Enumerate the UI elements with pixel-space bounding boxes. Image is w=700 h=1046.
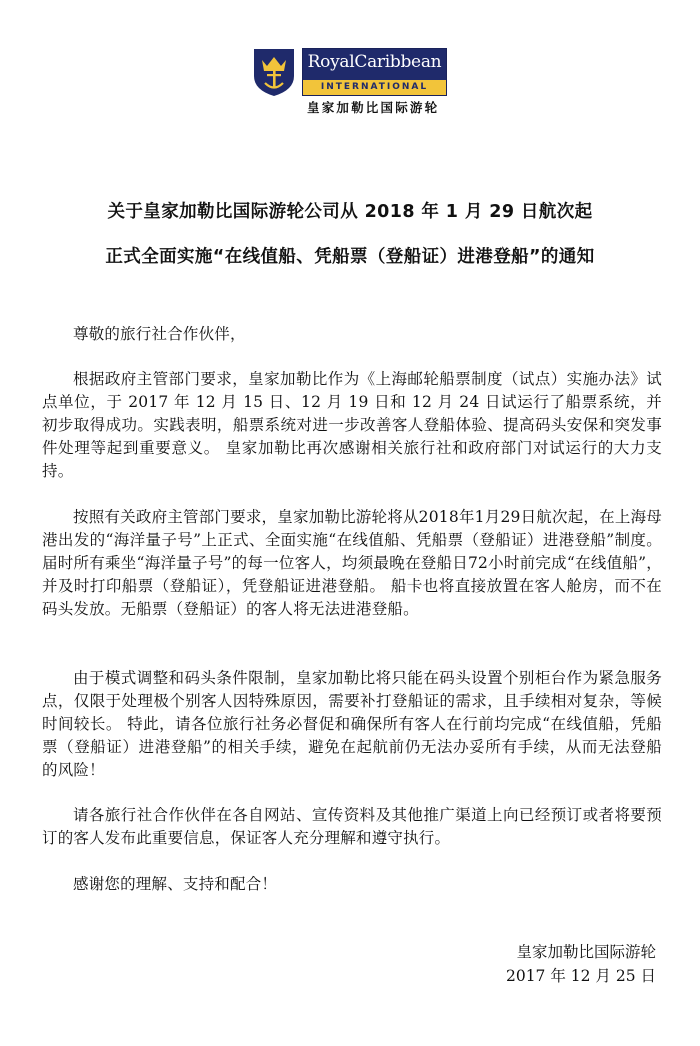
greeting: 尊敬的旅行社合作伙伴， xyxy=(73,325,246,343)
paragraph-3: 由于模式调整和码头条件限制，皇家加勒比将只能在码头设置个别柜台作为紧急服务点，仅限于处理极个别客人因特殊原因，需要补打登船证的需求，且手续相对复杂，等候时间较长。 特此，请各位旅行社务必督促和确保所有客人在行前均完成“在线值船，凭船票（登船证）进港登船”的相关手续，避免在起航前仍无法办妥所有手续，从而无法登船的风险！ xyxy=(42,669,662,779)
brand-chinese-name: 皇家加勒比国际游轮 xyxy=(307,100,440,115)
royal-caribbean-logo xyxy=(251,46,449,115)
notice-title-line-2: 正式全面实施“在线值船、凭船票（登船证）进港登船”的通知 xyxy=(105,247,595,267)
paragraph-1: 根据政府主管部门要求，皇家加勒比作为《上海邮轮船票制度（试点）实施办法》试点单位，于 2017 年 12 月 15 日、12 月 19 日和 12 月 24 日试运行了船票系统，并初步取得成功。实践表明，船票系统对进一步改善客人登船体验、提高码头安保和突发事件处理等起到重要意义。 皇家加勒比再次感谢相关旅行社和政府部门对试运行的大力支持。 xyxy=(42,370,662,480)
signature-date: 2017 年 12 月 25 日 xyxy=(505,967,656,985)
crown-anchor-icon xyxy=(251,46,297,98)
notice-title-line-1: 关于皇家加勒比国际游轮公司从 2018 年 1 月 29 日航次起 xyxy=(107,202,593,222)
paragraph-2: 按照有关政府主管部门要求，皇家加勒比游轮将从2018年1月29日航次起，在上海母港出发的“海洋量子号”上正式、全面实施“在线值船、凭船票（登船证）进港登船”制度。届时所有乘坐“海洋量子号”的每一位客人，均须最晚在登船日72小时前完成“在线值船”，并及时打印船票（登船证），凭登船证进港登船。 船卡也将直接放置在客人舱房，而不在码头发放。无船票（登船证）的客人将无法进港登船。 xyxy=(42,508,662,618)
brand-wordmark-box xyxy=(302,48,447,96)
paragraph-5: 感谢您的理解、支持和配合！ xyxy=(73,875,278,893)
brand-subtitle: INTERNATIONAL xyxy=(303,80,446,95)
signature-organization: 皇家加勒比国际游轮 xyxy=(516,943,656,961)
brand-name: RoyalCaribbean xyxy=(307,52,442,72)
paragraph-4: 请各旅行社合作伙伴在各自网站、宣传资料及其他推广渠道上向已经预订或者将要预订的客人发布此重要信息，保证客人充分理解和遵守执行。 xyxy=(42,806,662,847)
